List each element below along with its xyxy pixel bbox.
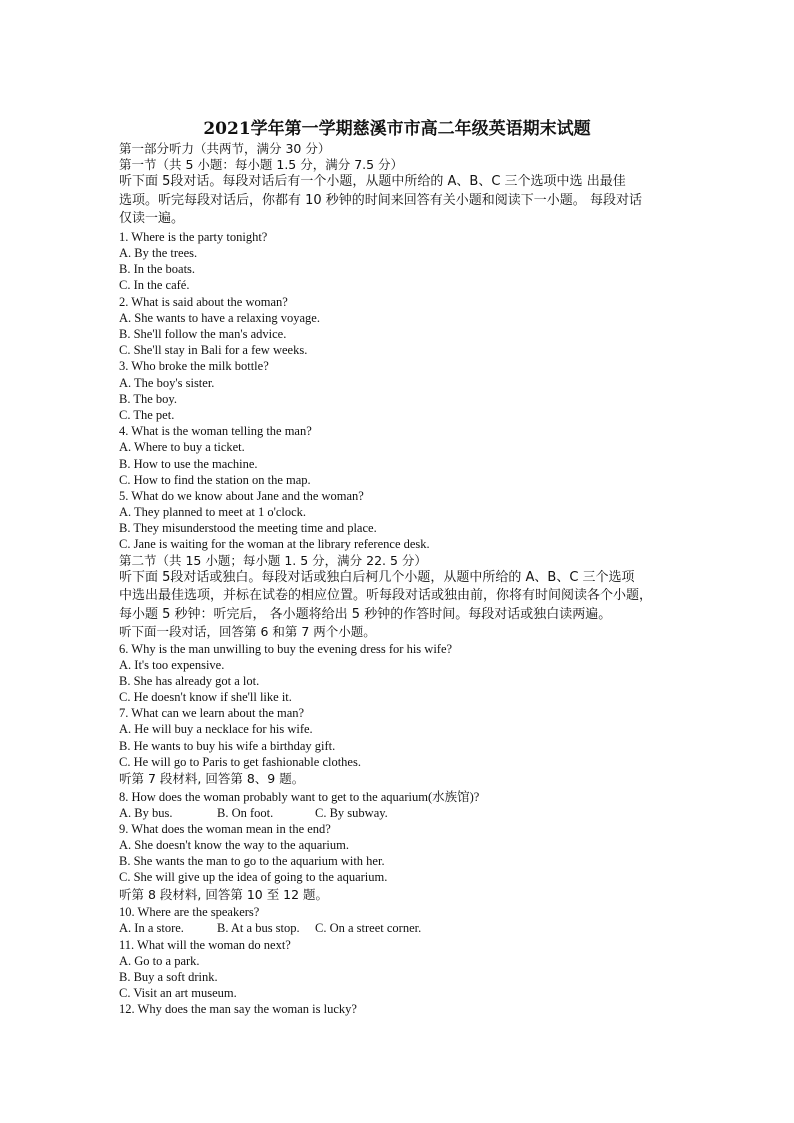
- answer-option: B. On foot.: [217, 805, 274, 820]
- question-stem: 5. What do we know about Jane and the woman?: [119, 488, 364, 503]
- answer-option: A. She wants to have a relaxing voyage.: [119, 310, 320, 325]
- answer-option: C. She will give up the idea of going to the aquarium.: [119, 870, 388, 885]
- answer-option: C. Jane is waiting for the woman at the library reference desk.: [119, 537, 430, 552]
- answer-option: B. They misunderstood the meeting time and place.: [119, 521, 377, 536]
- answer-option: C. The pet.: [119, 407, 175, 422]
- question-stem: 11. What will the woman do next?: [119, 937, 291, 952]
- answer-option: B. How to use the machine.: [119, 456, 258, 471]
- answer-option: A. By bus.: [119, 805, 173, 820]
- answer-option: C. He doesn't know if she'll like it.: [119, 690, 292, 705]
- answer-option: C. In the café.: [119, 278, 190, 293]
- answer-option: A. In a store.: [119, 921, 184, 936]
- section-heading: 第二节（共 15 小题；每小题 1. 5 分，满分 22. 5 分）: [119, 552, 427, 568]
- answer-option: B. She has already got a lot.: [119, 673, 260, 688]
- answer-option: A. By the trees.: [119, 246, 198, 261]
- question-stem: 1. Where is the party tonight?: [119, 229, 268, 244]
- instruction-line: 中选出最佳选项，并标在试卷的相应位置。听每段对话或独由前，你将有时间阅读各个小题，: [119, 588, 653, 604]
- instruction-line: 仅读一遍。: [119, 211, 185, 227]
- question-stem: 12. Why does the man say the woman is lucky?: [119, 1002, 357, 1017]
- answer-option: B. She wants the man to go to the aquarium with her.: [119, 854, 385, 869]
- answer-option: A. Go to a park.: [119, 953, 200, 968]
- answer-option: A. Where to buy a ticket.: [119, 440, 245, 455]
- answer-options-row: [119, 920, 679, 936]
- question-stem: 3. Who broke the milk bottle?: [119, 359, 269, 374]
- answer-options-row: [119, 805, 679, 821]
- answer-option: B. The boy.: [119, 391, 177, 406]
- question-stem: 8. How does the woman probably want to get to the aquarium(水族馆)?: [119, 789, 480, 804]
- instruction-line: 听下面 5段对话或独白。每段对话或独白后柯几个小题，从题中所给的 A、B、C 三个选项: [119, 569, 635, 585]
- answer-option: B. In the boats.: [119, 262, 196, 277]
- part-heading: 第一部分听力（共两节，满分 30 分）: [119, 141, 331, 156]
- instruction-line: 选项。听完每段对话后，你都有 10 秒钟的时间来回答有关小题和阅读下一小题。 每段对话: [119, 192, 642, 208]
- dialog-instruction: 听下面一段对话，回答第 6 和第 7 两个小题。: [119, 624, 376, 640]
- answer-option: C. He will go to Paris to get fashionable clothes.: [119, 754, 361, 769]
- answer-option: A. She doesn't know the way to the aquarium.: [119, 838, 349, 853]
- question-stem: 2. What is said about the woman?: [119, 294, 288, 309]
- dialog-instruction: 听第 8 段材料, 回答第 10 至 12 题。: [119, 886, 329, 902]
- answer-option: C. Visit an art museum.: [119, 986, 237, 1001]
- answer-option: C. She'll stay in Bali for a few weeks.: [119, 343, 308, 358]
- answer-option: A. He will buy a necklace for his wife.: [119, 722, 313, 737]
- page-title: 2021学年第一学期慈溪市市高二年级英语期末试题: [203, 119, 591, 139]
- dialog-instruction: 听第 7 段材料, 回答第 8、9 题。: [119, 771, 305, 786]
- exam-body: [119, 141, 679, 1017]
- question-stem: 10. Where are the speakers?: [119, 905, 260, 920]
- answer-option: A. The boy's sister.: [119, 375, 215, 390]
- instruction-line: 听下面 5段对话。每段对话后有一个小题，从题中所给的 A、B、C 三个选项中选 出最佳: [119, 174, 626, 190]
- instruction-line: 每小题 5 秒钟：听完后， 各小题将给出 5 秒钟的作答时间。每段对话或独白读两遍。: [119, 606, 612, 622]
- question-stem: 7. What can we learn about the man?: [119, 706, 305, 721]
- answer-option: B. Buy a soft drink.: [119, 969, 218, 984]
- answer-option: C. By subway.: [315, 805, 388, 820]
- question-stem: 6. Why is the man unwilling to buy the evening dress for his wife?: [119, 641, 453, 656]
- answer-option: C. On a street corner.: [315, 921, 422, 936]
- section-heading: 第一节（共 5 小题：每小题 1.5 分，满分 7.5 分）: [119, 157, 404, 173]
- answer-option: A. They planned to meet at 1 o'clock.: [119, 505, 307, 520]
- question-stem: 9. What does the woman mean in the end?: [119, 821, 331, 836]
- question-stem: 4. What is the woman telling the man?: [119, 424, 312, 439]
- answer-option: B. She'll follow the man's advice.: [119, 327, 287, 341]
- answer-option: B. He wants to buy his wife a birthday gift.: [119, 738, 336, 753]
- answer-option: B. At a bus stop.: [217, 921, 300, 936]
- answer-option: A. It's too expensive.: [119, 657, 225, 672]
- answer-option: C. How to find the station on the map.: [119, 472, 311, 487]
